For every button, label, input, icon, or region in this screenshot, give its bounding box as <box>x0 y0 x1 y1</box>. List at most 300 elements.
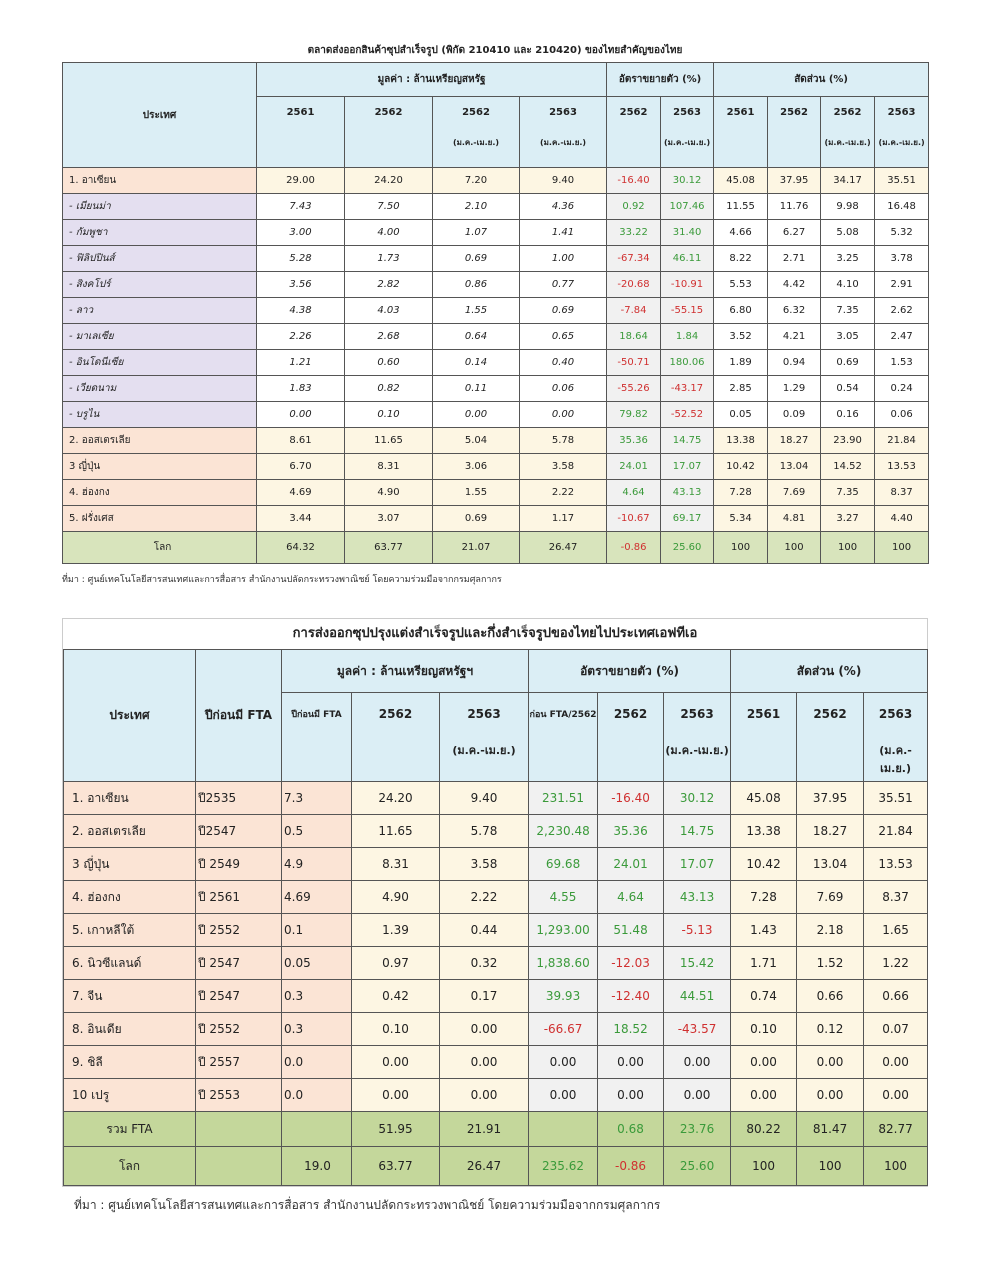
table2-source: ที่มา : ศูนย์เทคโนโลยีสารสนเทศและการสื่อสาร สำนักงานปลัดกระทรวงพาณิชย์ โดยความร่วมมือจากกรมศุลกากร <box>74 1198 661 1212</box>
fta-year-cell: ปี 2561 <box>196 881 282 914</box>
table1-value-period: (ม.ค.-เม.ย.) <box>539 138 587 147</box>
value-cell: 0.97 <box>352 947 440 980</box>
share-cell: 1.52 <box>797 947 864 980</box>
share-cell: 4.81 <box>768 506 821 532</box>
share-cell: 0.74 <box>731 980 797 1013</box>
share-cell: 0.00 <box>864 1079 928 1112</box>
growth-cell: -5.13 <box>664 914 731 947</box>
share-cell: 82.77 <box>864 1112 928 1147</box>
table2-value-col-header <box>440 693 529 782</box>
growth-cell: 4.64 <box>598 881 664 914</box>
value-cell: 3.44 <box>257 506 345 532</box>
value-cell: 0.00 <box>520 402 607 428</box>
share-cell: 3.05 <box>821 324 875 350</box>
share-cell: 0.10 <box>731 1013 797 1046</box>
value-cell: 0.82 <box>345 376 433 402</box>
value-cell: 4.03 <box>345 298 433 324</box>
share-cell: 1.29 <box>768 376 821 402</box>
share-cell: 10.42 <box>714 454 768 480</box>
growth-cell: 1.84 <box>661 324 714 350</box>
share-cell: 0.69 <box>821 350 875 376</box>
table1-growth-period: (ม.ค.-เม.ย.) <box>664 138 711 147</box>
country-name: - บรูไน <box>63 402 257 428</box>
country-name: 1. อาเซียน <box>63 168 257 194</box>
value-cell: 3.00 <box>257 220 345 246</box>
value-cell: 1.39 <box>352 914 440 947</box>
share-cell: 35.51 <box>864 782 928 815</box>
share-cell: 37.95 <box>797 782 864 815</box>
country-name: โลก <box>64 1147 196 1186</box>
value-cell: 0.40 <box>520 350 607 376</box>
table2-container <box>62 618 928 1187</box>
growth-cell: 39.93 <box>529 980 598 1013</box>
table1-growth-col-header <box>661 97 714 168</box>
table1-growth-header: อัตราขยายตัว (%) <box>607 63 714 97</box>
country-name: - ฟิลิปปินส์ <box>63 246 257 272</box>
table-row <box>64 1112 928 1147</box>
table-row <box>63 324 929 350</box>
value-cell: 1.00 <box>520 246 607 272</box>
value-cell: 0.86 <box>433 272 520 298</box>
growth-cell: 0.00 <box>598 1046 664 1079</box>
share-cell: 2.62 <box>875 298 929 324</box>
growth-cell: -16.40 <box>598 782 664 815</box>
growth-cell: 17.07 <box>664 848 731 881</box>
growth-cell: 1,838.60 <box>529 947 598 980</box>
value-cell: 0.10 <box>345 402 433 428</box>
table-row <box>64 1147 928 1186</box>
growth-cell: 14.75 <box>661 428 714 454</box>
table2-fta-year-header: ปีก่อนมี FTA <box>196 650 282 782</box>
share-cell: 4.21 <box>768 324 821 350</box>
country-name: 1. อาเซียน <box>64 782 196 815</box>
value-cell: 0.0 <box>282 1079 352 1112</box>
growth-cell: 35.36 <box>598 815 664 848</box>
table-row <box>64 848 928 881</box>
table-row <box>63 168 929 194</box>
fta-year-cell: ปี 2553 <box>196 1079 282 1112</box>
table1-value-col-header <box>257 97 345 168</box>
growth-cell: 51.48 <box>598 914 664 947</box>
value-cell: 4.9 <box>282 848 352 881</box>
table2-share-year: 2561 <box>746 707 781 721</box>
table1-container <box>62 40 928 564</box>
table2-growth-period: (ม.ค.-เม.ย.) <box>665 744 729 757</box>
share-cell: 6.80 <box>714 298 768 324</box>
value-cell: 5.78 <box>520 428 607 454</box>
value-cell: 1.17 <box>520 506 607 532</box>
table1-share-col-header <box>821 97 875 168</box>
fta-year-cell: ปี 2552 <box>196 914 282 947</box>
growth-cell: 17.07 <box>661 454 714 480</box>
share-cell: 7.69 <box>797 881 864 914</box>
country-name: 4. ฮ่องกง <box>63 480 257 506</box>
country-name: 5. ฝรั่งเศส <box>63 506 257 532</box>
share-cell: 7.69 <box>768 480 821 506</box>
share-cell: 0.94 <box>768 350 821 376</box>
table2-country-header: ประเทศ <box>64 650 196 782</box>
share-cell: 3.27 <box>821 506 875 532</box>
share-cell: 8.22 <box>714 246 768 272</box>
value-cell: 0.00 <box>352 1046 440 1079</box>
value-cell: 0.00 <box>440 1013 529 1046</box>
value-cell: 0.77 <box>520 272 607 298</box>
value-cell: 2.10 <box>433 194 520 220</box>
value-cell: 29.00 <box>257 168 345 194</box>
share-cell: 0.00 <box>864 1046 928 1079</box>
share-cell: 7.35 <box>821 298 875 324</box>
share-cell: 5.08 <box>821 220 875 246</box>
growth-cell: -67.34 <box>607 246 661 272</box>
country-name: 10 เปรู <box>64 1079 196 1112</box>
table1-value-period: (ม.ค.-เม.ย.) <box>452 138 500 147</box>
growth-cell: 24.01 <box>607 454 661 480</box>
value-cell: 24.20 <box>352 782 440 815</box>
share-cell: 100 <box>731 1147 797 1186</box>
value-cell: 0.1 <box>282 914 352 947</box>
table1-growth-year: 2562 <box>619 107 648 118</box>
value-cell: 21.91 <box>440 1112 529 1147</box>
value-cell: 7.50 <box>345 194 433 220</box>
value-cell: 8.31 <box>345 454 433 480</box>
value-cell: 3.58 <box>520 454 607 480</box>
growth-cell: -10.67 <box>607 506 661 532</box>
growth-cell: -0.86 <box>598 1147 664 1186</box>
table1-value-col-header <box>433 97 520 168</box>
table-row <box>64 1046 928 1079</box>
growth-cell: 30.12 <box>664 782 731 815</box>
share-cell: 1.71 <box>731 947 797 980</box>
share-cell: 34.17 <box>821 168 875 194</box>
share-cell: 100 <box>821 532 875 564</box>
share-cell: 6.27 <box>768 220 821 246</box>
growth-cell: 18.52 <box>598 1013 664 1046</box>
growth-cell: -52.52 <box>661 402 714 428</box>
share-cell: 0.00 <box>731 1046 797 1079</box>
value-cell: 7.3 <box>282 782 352 815</box>
share-cell: 2.18 <box>797 914 864 947</box>
share-cell: 7.35 <box>821 480 875 506</box>
share-cell: 2.91 <box>875 272 929 298</box>
value-cell: 7.20 <box>433 168 520 194</box>
share-cell: 1.22 <box>864 947 928 980</box>
country-name: - เมียนม่า <box>63 194 257 220</box>
share-cell: 0.06 <box>875 402 929 428</box>
growth-cell: 25.60 <box>664 1147 731 1186</box>
share-cell: 5.53 <box>714 272 768 298</box>
growth-cell: 46.11 <box>661 246 714 272</box>
table-row <box>64 947 928 980</box>
fta-year-cell: ปี 2557 <box>196 1046 282 1079</box>
share-cell: 13.04 <box>797 848 864 881</box>
table-row <box>63 272 929 298</box>
value-cell: 0.00 <box>352 1079 440 1112</box>
value-cell: 2.22 <box>520 480 607 506</box>
share-cell: 4.66 <box>714 220 768 246</box>
table1-growth-col-header <box>607 97 661 168</box>
value-cell: 0.11 <box>433 376 520 402</box>
growth-cell: 231.51 <box>529 782 598 815</box>
share-cell: 10.42 <box>731 848 797 881</box>
table2-growth-year: 2563 <box>680 707 714 721</box>
share-cell: 7.28 <box>731 881 797 914</box>
value-cell: 11.65 <box>345 428 433 454</box>
country-name: 3 ญี่ปุ่น <box>64 848 196 881</box>
table2-growth-col-header <box>664 693 731 782</box>
growth-cell: 33.22 <box>607 220 661 246</box>
table2-value-year: ปีก่อนมี FTA <box>291 710 342 720</box>
growth-cell: -12.03 <box>598 947 664 980</box>
share-cell: 35.51 <box>875 168 929 194</box>
growth-cell: 69.17 <box>661 506 714 532</box>
growth-cell: 4.64 <box>607 480 661 506</box>
table1-share-col-header <box>875 97 929 168</box>
table2-growth-col-header <box>529 693 598 782</box>
share-cell: 21.84 <box>875 428 929 454</box>
value-cell: 5.28 <box>257 246 345 272</box>
value-cell: 0.64 <box>433 324 520 350</box>
table2 <box>63 649 928 1186</box>
growth-cell: 0.00 <box>598 1079 664 1112</box>
value-cell: 2.82 <box>345 272 433 298</box>
value-cell: 1.55 <box>433 298 520 324</box>
value-cell: 6.70 <box>257 454 345 480</box>
share-cell: 1.43 <box>731 914 797 947</box>
value-cell: 0.60 <box>345 350 433 376</box>
value-cell: 0.00 <box>433 402 520 428</box>
table2-share-year: 2563 <box>878 707 913 721</box>
fta-year-cell <box>196 1147 282 1186</box>
share-cell: 0.24 <box>875 376 929 402</box>
value-cell: 0.00 <box>257 402 345 428</box>
table-row <box>63 506 929 532</box>
share-cell: 100 <box>875 532 929 564</box>
table2-share-period: (ม.ค.-เม.ย.) <box>879 744 912 775</box>
table-row <box>64 782 928 815</box>
table-row <box>63 454 929 480</box>
value-cell: 0.0 <box>282 1046 352 1079</box>
share-cell: 8.37 <box>864 881 928 914</box>
share-cell: 0.66 <box>797 980 864 1013</box>
growth-cell: 79.82 <box>607 402 661 428</box>
value-cell: 2.22 <box>440 881 529 914</box>
fta-year-cell: ปี 2547 <box>196 980 282 1013</box>
value-cell: 8.61 <box>257 428 345 454</box>
table-row <box>64 914 928 947</box>
value-cell: 1.83 <box>257 376 345 402</box>
value-cell: 1.41 <box>520 220 607 246</box>
share-cell: 13.04 <box>768 454 821 480</box>
table-row <box>63 220 929 246</box>
table2-growth-header: อัตราขยายตัว (%) <box>529 650 731 693</box>
value-cell: 8.31 <box>352 848 440 881</box>
country-name: - กัมพูชา <box>63 220 257 246</box>
share-cell: 4.40 <box>875 506 929 532</box>
growth-cell: 35.36 <box>607 428 661 454</box>
share-cell: 6.32 <box>768 298 821 324</box>
country-name: - เวียดนาม <box>63 376 257 402</box>
share-cell: 1.53 <box>875 350 929 376</box>
value-cell: 63.77 <box>345 532 433 564</box>
value-cell: 0.65 <box>520 324 607 350</box>
share-cell: 100 <box>797 1147 864 1186</box>
share-cell: 18.27 <box>768 428 821 454</box>
value-cell: 4.69 <box>257 480 345 506</box>
fta-year-cell: ปี 2552 <box>196 1013 282 1046</box>
table2-value-header: มูลค่า : ล้านเหรียญสหรัฐฯ <box>282 650 529 693</box>
value-cell: 0.17 <box>440 980 529 1013</box>
share-cell: 2.71 <box>768 246 821 272</box>
growth-cell: -50.71 <box>607 350 661 376</box>
table2-value-col-header <box>282 693 352 782</box>
value-cell: 4.90 <box>345 480 433 506</box>
growth-cell: 2,230.48 <box>529 815 598 848</box>
table1-value-year: 2562 <box>462 107 490 118</box>
table2-share-col-header <box>864 693 928 782</box>
country-name: โลก <box>63 532 257 564</box>
value-cell: 0.06 <box>520 376 607 402</box>
share-cell: 13.53 <box>864 848 928 881</box>
country-name: 8. อินเดีย <box>64 1013 196 1046</box>
table2-growth-year: 2562 <box>613 707 648 721</box>
value-cell: 64.32 <box>257 532 345 564</box>
value-cell: 3.06 <box>433 454 520 480</box>
share-cell: 0.66 <box>864 980 928 1013</box>
share-cell: 0.07 <box>864 1013 928 1046</box>
growth-cell: 30.12 <box>661 168 714 194</box>
table-row <box>63 428 929 454</box>
table1-value-year: 2562 <box>374 107 403 118</box>
share-cell: 5.34 <box>714 506 768 532</box>
value-cell: 0.05 <box>282 947 352 980</box>
table1-country-header: ประเทศ <box>63 63 257 168</box>
growth-cell: -12.40 <box>598 980 664 1013</box>
growth-cell: 0.00 <box>529 1046 598 1079</box>
table1-value-col-header <box>345 97 433 168</box>
value-cell: 0.69 <box>433 506 520 532</box>
growth-cell: 18.64 <box>607 324 661 350</box>
value-cell: 3.07 <box>345 506 433 532</box>
share-cell: 13.53 <box>875 454 929 480</box>
country-name: 9. ชิลี <box>64 1046 196 1079</box>
share-cell: 0.00 <box>797 1046 864 1079</box>
table1-growth-year: 2563 <box>673 107 701 118</box>
table2-growth-year: ก่อน FTA/2562 <box>529 710 597 720</box>
share-cell: 100 <box>714 532 768 564</box>
table1-share-year: 2563 <box>887 107 916 118</box>
growth-cell: -7.84 <box>607 298 661 324</box>
value-cell: 2.26 <box>257 324 345 350</box>
table-row <box>64 1013 928 1046</box>
growth-cell: -43.17 <box>661 376 714 402</box>
share-cell: 45.08 <box>714 168 768 194</box>
value-cell: 9.40 <box>520 168 607 194</box>
growth-cell: 14.75 <box>664 815 731 848</box>
growth-cell: -55.15 <box>661 298 714 324</box>
table2-share-year: 2562 <box>813 707 847 721</box>
growth-cell: 69.68 <box>529 848 598 881</box>
value-cell: 4.90 <box>352 881 440 914</box>
growth-cell: -43.57 <box>664 1013 731 1046</box>
growth-cell: -20.68 <box>607 272 661 298</box>
growth-cell: 24.01 <box>598 848 664 881</box>
share-cell: 1.65 <box>864 914 928 947</box>
value-cell: 2.68 <box>345 324 433 350</box>
share-cell: 13.38 <box>714 428 768 454</box>
table1-share-year: 2561 <box>726 107 755 118</box>
growth-cell <box>529 1112 598 1147</box>
table2-value-year: 2562 <box>378 707 413 721</box>
share-cell: 4.10 <box>821 272 875 298</box>
value-cell: 0.00 <box>440 1079 529 1112</box>
share-cell: 16.48 <box>875 194 929 220</box>
share-cell: 100 <box>864 1147 928 1186</box>
share-cell: 7.28 <box>714 480 768 506</box>
table1-share-year: 2562 <box>833 107 862 118</box>
growth-cell: 43.13 <box>664 881 731 914</box>
share-cell: 0.16 <box>821 402 875 428</box>
value-cell: 0.3 <box>282 1013 352 1046</box>
value-cell: 0.42 <box>352 980 440 1013</box>
share-cell: 0.00 <box>797 1079 864 1112</box>
value-cell: 4.36 <box>520 194 607 220</box>
share-cell: 4.42 <box>768 272 821 298</box>
growth-cell: -55.26 <box>607 376 661 402</box>
share-cell: 80.22 <box>731 1112 797 1147</box>
country-name: 6. นิวซีแลนด์ <box>64 947 196 980</box>
value-cell: 0.69 <box>433 246 520 272</box>
country-name: 3 ญี่ปุ่น <box>63 454 257 480</box>
growth-cell: 4.55 <box>529 881 598 914</box>
share-cell: 3.78 <box>875 246 929 272</box>
value-cell: 24.20 <box>345 168 433 194</box>
table-row <box>64 1079 928 1112</box>
table1-title: ตลาดส่งออกสินค้าซุปสำเร็จรูป (พิกัด 210410 และ 210420) ของไทยสำคัญของไทย <box>307 45 683 56</box>
share-cell: 18.27 <box>797 815 864 848</box>
table-row <box>63 350 929 376</box>
table-row <box>64 815 928 848</box>
share-cell: 21.84 <box>864 815 928 848</box>
value-cell: 1.55 <box>433 480 520 506</box>
value-cell <box>282 1112 352 1147</box>
growth-cell: 0.00 <box>664 1079 731 1112</box>
growth-cell: -66.67 <box>529 1013 598 1046</box>
growth-cell: 180.06 <box>661 350 714 376</box>
country-name: - สิงคโปร์ <box>63 272 257 298</box>
table1-value-header: มูลค่า : ล้านเหรียญสหรัฐ <box>257 63 607 97</box>
table2-value-col-header <box>352 693 440 782</box>
value-cell: 1.07 <box>433 220 520 246</box>
share-cell: 81.47 <box>797 1112 864 1147</box>
value-cell: 3.58 <box>440 848 529 881</box>
table2-value-year: 2563 <box>467 707 501 721</box>
value-cell: 4.38 <box>257 298 345 324</box>
growth-cell: 0.00 <box>664 1046 731 1079</box>
table1-source: ที่มา : ศูนย์เทคโนโลยีสารสนเทศและการสื่อสาร สำนักงานปลัดกระทรวงพาณิชย์ โดยความร่วมมือจากกรมศุลกากร <box>62 575 502 585</box>
country-name: 2. ออสเตรเลีย <box>64 815 196 848</box>
table1-value-col-header <box>520 97 607 168</box>
table2-share-header: สัดส่วน (%) <box>731 650 928 693</box>
value-cell: 1.73 <box>345 246 433 272</box>
table1-share-period: (ม.ค.-เม.ย.) <box>824 138 871 147</box>
table1 <box>62 62 929 564</box>
value-cell: 0.44 <box>440 914 529 947</box>
country-name: - อินโดนีเซีย <box>63 350 257 376</box>
table1-share-col-header <box>714 97 768 168</box>
value-cell: 11.65 <box>352 815 440 848</box>
share-cell: 0.09 <box>768 402 821 428</box>
table1-value-year: 2563 <box>549 107 577 118</box>
